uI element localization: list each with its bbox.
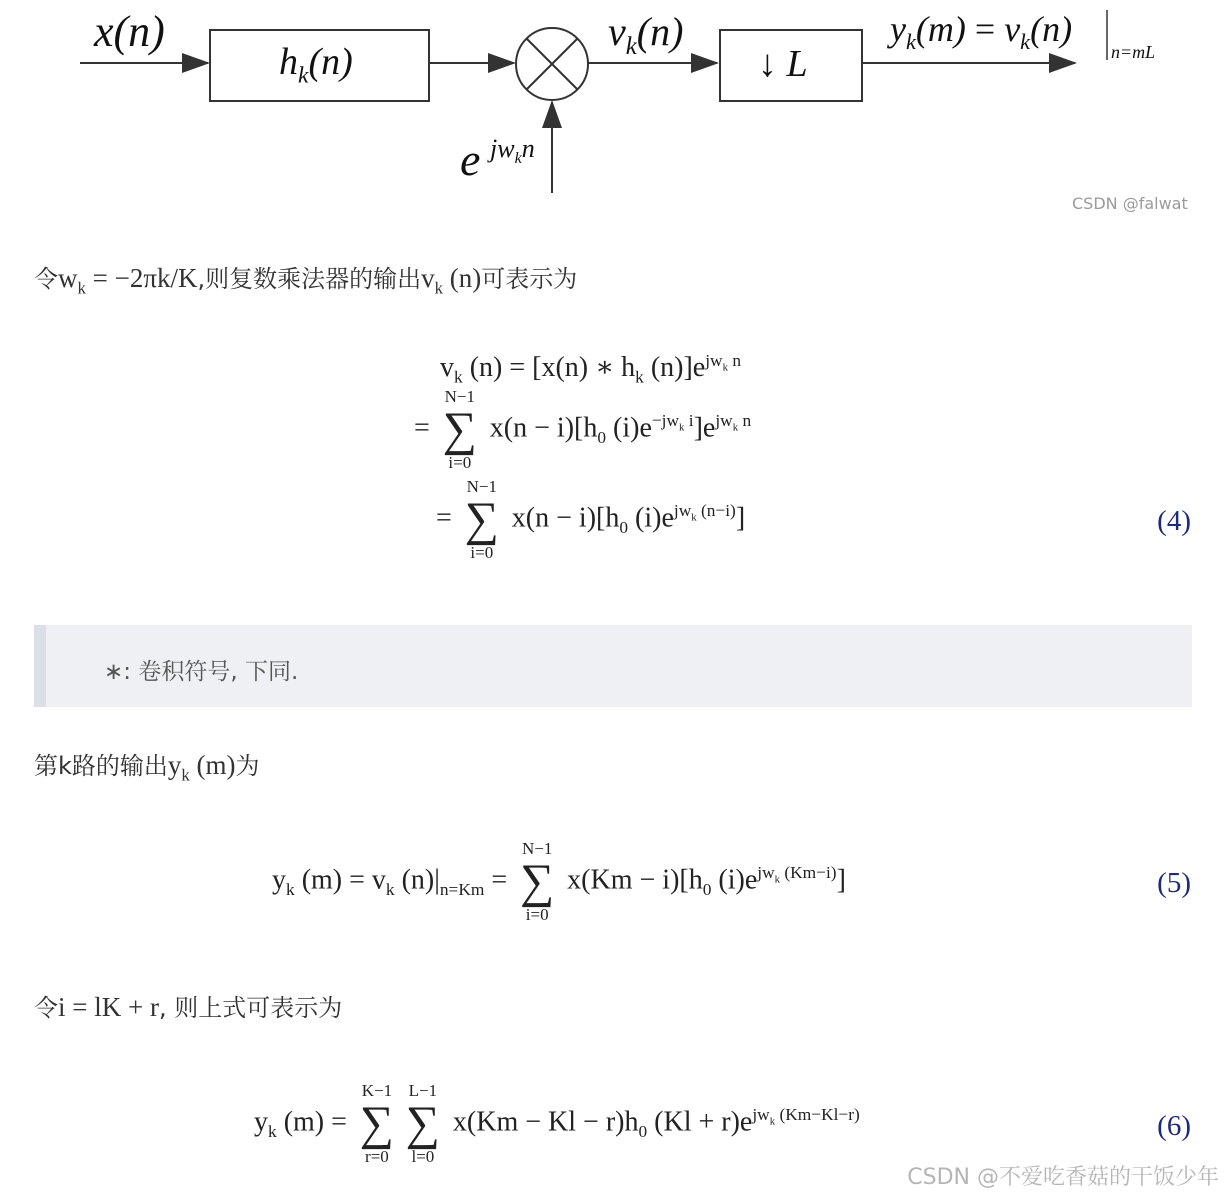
eq5: $y_k$ $(m) = v_k$ $(n)|_{n=Km}$ = N−1 ∑ i=0 $x(Km - i)[h_0$ $(i)e^{jw_k (Km-i)}$] (272, 839, 846, 924)
eq6: $y_k$ (m) = K−1 ∑ r=0 L−1 ∑ l=0 $x(Km - Kl - r)h_0$ $(Kl + r)e^{jw_k (Km-Kl-r)}$ (254, 1081, 860, 1166)
paragraph-output: 第k路的输出$y_k$ (m)为 (34, 750, 260, 785)
eq5-number: (5) (1157, 867, 1191, 899)
paragraph-substitution: 令i = lK + r, 则上式可表示为 (34, 992, 343, 1022)
filter-label: $h_k(n)$ (279, 41, 353, 89)
output-condition: n=mL (1111, 42, 1156, 62)
note-blockquote (34, 625, 1192, 707)
paragraph-intro: 令$w_k = -2\pi k/K$,则复数乘法器的输出$v_k$ (n)可表示为 (34, 263, 578, 298)
eq5-sum: N−1 ∑ i=0 (520, 839, 555, 924)
page-watermark: CSDN @不爱吃香菇的干饭少年 (907, 1165, 1219, 1190)
v-label: $v_k(n)$ (608, 9, 684, 60)
eq4-sum-2: N−1 ∑ i=0 (464, 477, 499, 562)
exp-base: e (460, 134, 481, 185)
note-text: ∗: 卷积符号, 下同. (104, 659, 299, 685)
eq4-line3: = N−1 ∑ i=0 $x(n - i)[h_0$ $(i)e^{jw_k (n-i)}$] (436, 477, 746, 562)
blockquote-bar (34, 625, 46, 707)
output-label: $y_k(m) = v_k(n)$ (890, 9, 1073, 55)
down-arrow-icon: ↓ (758, 43, 777, 85)
exp-power: $jw_kn$ (490, 134, 535, 168)
eq6-sum-l: L−1 ∑ l=0 (405, 1081, 441, 1166)
eq4-number: (4) (1157, 505, 1191, 537)
eq6-number: (6) (1157, 1110, 1191, 1142)
block-diagram (0, 0, 1225, 225)
downsample-label: ↓ L (758, 43, 808, 85)
eq6-sum-r: K−1 ∑ r=0 (359, 1081, 395, 1166)
diagram-watermark: CSDN @falwat (1072, 194, 1188, 213)
eq4-line1: $v_k$ (n) = [x(n) ∗ $h_k$ $(n)]e^{jw_k n}$ (440, 350, 742, 387)
eq4-sum-1: N−1 ∑ i=0 (442, 387, 477, 472)
input-label: x(n) (94, 7, 165, 56)
eq4-line2: = N−1 ∑ i=0 $x(n - i)[h_0$ $(i)e^{-jw_k i}]e^{jw_k n}$ (414, 387, 752, 472)
